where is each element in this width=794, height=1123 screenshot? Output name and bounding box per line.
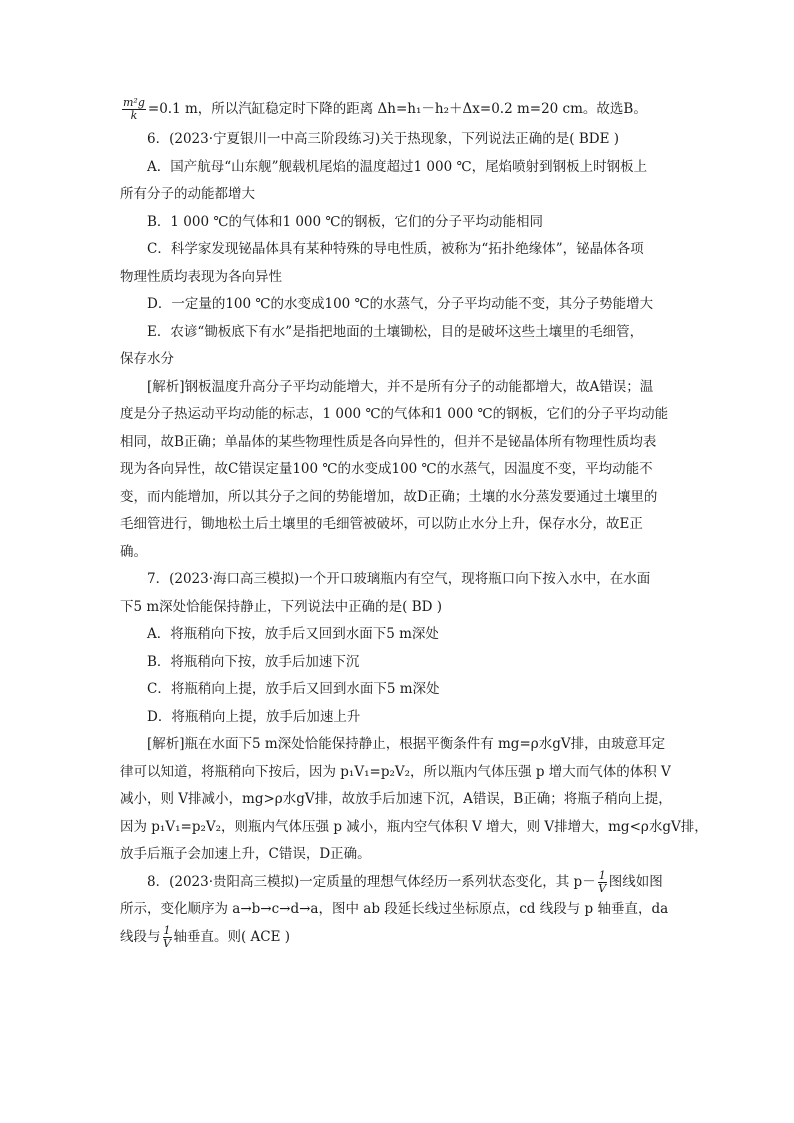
text-line: [120, 731, 675, 759]
line-text: D．一定量的100 ℃的水变成100 ℃的水蒸气，分子平均动能不变，其分子势能增大: [147, 296, 654, 312]
text-line: [120, 786, 675, 814]
line-text: =0.1 m，所以汽缸稳定时下降的距离 Δh=h₁－h₂＋Δx=0.2 m=20 cm。故选B。: [147, 101, 647, 117]
line-text: 减小，则 V排减小，mg>ρ水gV排，故放手后加速下沉，A错误，B正确；将瓶子稍向上提，: [120, 791, 672, 807]
line-text: 确。: [120, 543, 147, 560]
text-line: [120, 814, 708, 842]
fraction-numerator: 1: [163, 923, 171, 937]
text-line: [120, 924, 675, 952]
text-line: [120, 181, 675, 209]
line-text: 相同，故B正确；单晶体的某些物理性质是各向异性的，但并不是铋晶体所有物理性质均表: [120, 433, 657, 450]
line-text: 所示，变化顺序为 a→b→c→d→a，图中 ab 段延长线过坐标原点，cd 线段与 p 轴垂直，da: [120, 901, 669, 917]
text-line: [120, 126, 675, 154]
line-text: 变，而内能增加，所以其分子之间的势能增加，故D正确；土壤的水分蒸发要通过土壤里的: [120, 488, 658, 505]
text-line: [120, 759, 675, 787]
text-line: [120, 621, 675, 649]
text-line: [120, 566, 675, 594]
line-text: 7．(2023·海口高三模拟)一个开口玻璃瓶内有空气，现将瓶口向下按入水中，在水面: [147, 571, 651, 587]
fraction: [598, 870, 607, 895]
text-line: [120, 319, 675, 347]
text-line: [120, 154, 675, 182]
line-text: 现为各向异性，故C错误定量100 ℃的水变成100 ℃的水蒸气，因温度不变，平均动能不: [120, 461, 653, 477]
line-text: 所有分子的动能都增大: [120, 186, 255, 202]
text-line: [120, 346, 675, 374]
text-line: [120, 484, 675, 512]
fraction-numerator: m²g: [123, 96, 145, 109]
text-line: [120, 704, 675, 732]
document-page: [120, 92, 708, 951]
line-text: D．将瓶稍向上提，放手后加速上升: [147, 708, 361, 725]
line-text: A．将瓶稍向下按，放手后又回到水面下5 m深处: [147, 626, 439, 642]
line-text-after: 轴垂直。则( ACE ): [173, 928, 291, 945]
line-text: 下5 m深处恰能保持静止，下列说法中正确的是( BD ): [120, 598, 443, 615]
line-text: 保存水分: [120, 351, 174, 367]
line-text: 律可以知道，将瓶稍向下按后，因为 p₁V₁=p₂V₂，所以瓶内气体压强 p 增大而气体的体积 V: [120, 763, 671, 780]
line-text-after: 图线如图: [608, 873, 663, 890]
line-text: A．国产航母“山东舰”舰载机尾焰的温度超过1 000 ℃，尾焰喷射到钢板上时钢板上: [147, 158, 648, 175]
text-line: [120, 236, 675, 264]
line-text: 物理性质均表现为各向异性: [120, 268, 282, 285]
line-text: B．将瓶稍向下按，放手后加速下沉: [147, 653, 360, 670]
text-line: [120, 539, 675, 567]
line-text: [解析]瓶在水面下5 m深处恰能保持静止，根据平衡条件有 mg=ρ水gV排，由玻意耳定: [147, 736, 666, 752]
line-text: C．科学家发现铋晶体具有某种特殊的导电性质，被称为“拓扑绝缘体”，铋晶体各项: [147, 241, 644, 257]
fraction-denominator: k: [130, 109, 138, 122]
line-text: [解析]钢板温度升高分子平均动能增大，并不是所有分子的动能都增大，故A错误；温: [147, 378, 654, 395]
line-text: 8．(2023·贵阳高三模拟)一定质量的理想气体经历一系列状态变化，其 p－: [147, 873, 596, 890]
line-text: E．农谚“锄板底下有水”是指把地面的土壤锄松，目的是破坏这些土壤里的毛细管，: [147, 323, 644, 340]
fraction-numerator: 1: [598, 868, 606, 882]
fraction: [163, 925, 172, 950]
fraction-denominator: V: [598, 881, 607, 895]
text-line: [120, 594, 675, 622]
text-line: [120, 401, 675, 429]
text-line: [120, 649, 675, 677]
text-line: [120, 429, 675, 457]
fraction-denominator: V: [163, 936, 171, 950]
fraction: [122, 97, 146, 122]
line-text: 线段与: [120, 928, 161, 945]
text-line: [120, 676, 675, 704]
line-text: 度是分子热运动平均动能的标志，1 000 ℃的气体和1 000 ℃的钢板，它们的分子平均动能: [120, 406, 669, 422]
text-line: [120, 291, 675, 319]
text-line: [120, 896, 675, 924]
text-line: [120, 869, 675, 897]
line-text: 因为 p₁V₁=p₂V₂，则瓶内气体压强 p 减小，瓶内空气体积 V 增大，则 V排增大，mg<ρ水gV排，: [120, 818, 708, 835]
text-line: [120, 264, 675, 292]
text-line: [120, 511, 675, 539]
line-text: 毛细管进行，锄地松土后土壤里的毛细管被破坏，可以防止水分上升，保存水分，故E正: [120, 516, 643, 532]
line-text: 放手后瓶子会加速上升，C错误，D正确。: [120, 846, 371, 862]
text-line: [120, 209, 675, 237]
line-text: 6．(2023·宁夏银川一中高三阶段练习)关于热现象，下列说法正确的是( BDE ): [147, 131, 619, 147]
text-line: [120, 841, 675, 869]
line-text: C．将瓶稍向上提，放手后又回到水面下5 m深处: [147, 681, 440, 697]
text-line: [120, 374, 675, 402]
line-text: B．1 000 ℃的气体和1 000 ℃的钢板，它们的分子平均动能相同: [147, 213, 544, 230]
text-line: [120, 92, 675, 126]
text-line: [120, 456, 675, 484]
